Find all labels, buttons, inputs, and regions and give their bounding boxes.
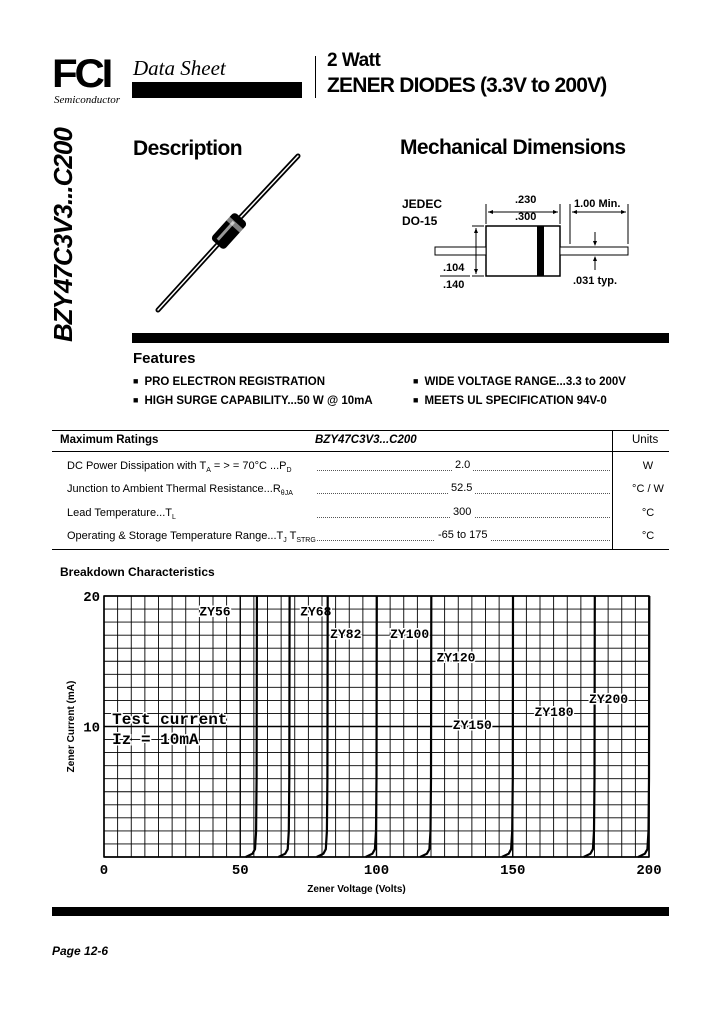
- table-bottom-rule: [52, 549, 669, 550]
- y-axis-label: Zener Current (mA): [66, 680, 77, 773]
- jedec-label: JEDEC DO-15: [402, 197, 443, 228]
- x-tick-label: 50: [231, 863, 249, 879]
- breakdown-title: Breakdown Characteristics: [60, 565, 215, 579]
- feature-item: ■ MEETS UL SPECIFICATION 94V-0: [413, 395, 607, 407]
- row-value: 2.0: [452, 459, 473, 471]
- lead-dia: .031 typ.: [573, 275, 618, 287]
- body-dia-min: .104: [443, 262, 465, 274]
- page-number: Page 12-6: [52, 944, 109, 958]
- header-units: Units: [632, 434, 659, 446]
- table-row: [52, 503, 669, 525]
- ratings-header: [52, 430, 669, 452]
- feature-item: ■ PRO ELECTRON REGISTRATION: [133, 376, 325, 388]
- x-tick-label: 200: [636, 863, 662, 879]
- row-label: Junction to Ambient Thermal $Resistance...R_{\theta JA}$: [67, 483, 293, 498]
- title-line2: ZENER DIODES (3.3V to 200V): [327, 74, 607, 97]
- row-label: Operating & Storage Temperature $Range...T_J$ $T_{STRG}$: [67, 530, 316, 545]
- x-tick-label: 150: [500, 863, 526, 879]
- x-tick-label: 0: [99, 863, 109, 879]
- footer-rule: [52, 907, 669, 916]
- lead-left: [435, 247, 486, 255]
- logo-text: FCI: [52, 52, 111, 96]
- feature-item: ■ HIGH SURGE CAPABILITY...50 W @ 10mA: [133, 395, 373, 407]
- logo-subtitle: Semiconductor: [54, 94, 120, 106]
- mechanical-drawing: [430, 190, 670, 300]
- row-value: 300: [450, 506, 474, 518]
- doc-type: Data Sheet: [133, 56, 226, 80]
- table-row: [52, 479, 669, 501]
- part-number-vertical: BZY47C3V3...C200: [48, 128, 78, 342]
- x-axis-label: Zener Voltage (Volts): [307, 884, 406, 895]
- diode-illustration: [150, 150, 310, 320]
- row-unit: °C: [641, 507, 655, 519]
- package-body: [486, 226, 560, 276]
- test-current-annotation: Test current: [112, 710, 228, 729]
- header-part: BZY47C3V3...C200: [315, 434, 417, 446]
- mechanical-title: Mechanical Dimensions: [400, 136, 626, 159]
- features-title: Features: [133, 350, 196, 367]
- y-tick-label: 10: [83, 720, 100, 737]
- series-label: ZY150: [452, 718, 492, 734]
- series-label: ZY180: [534, 705, 574, 721]
- header-bar: [132, 82, 302, 98]
- row-value: -65 to 175: [435, 529, 491, 541]
- cathode-band: [537, 226, 544, 276]
- feature-item: ■ WIDE VOLTAGE RANGE...3.3 to 200V: [413, 376, 626, 388]
- series-label: ZY200: [589, 692, 629, 708]
- series-label: ZY82: [330, 626, 362, 642]
- lead-right: [560, 247, 628, 255]
- title-line1: 2 Watt: [327, 50, 381, 71]
- x-tick-label: 100: [363, 863, 390, 879]
- test-current-annotation: Iz = 10mA: [112, 730, 199, 749]
- row-unit: W: [642, 460, 654, 472]
- row-value: 52.5: [448, 482, 475, 494]
- body-length-max: .300: [515, 211, 537, 223]
- body-dia-max: .140: [443, 279, 465, 291]
- header-param: Maximum Ratings: [60, 434, 159, 446]
- table-row: [52, 456, 669, 478]
- description-title: Description: [133, 137, 242, 160]
- series-label: ZY56: [199, 604, 231, 620]
- series-label: ZY68: [300, 604, 332, 620]
- table-row: [52, 526, 669, 548]
- body-length-min: .230: [515, 194, 537, 206]
- breakdown-chart: [40, 585, 680, 895]
- series-label: ZY100: [390, 626, 430, 642]
- row-unit: °C: [641, 530, 655, 542]
- section-rule: [132, 333, 669, 343]
- row-label: DC Power Dissipation with $T_A$ = > = 70°C $...P_D$: [67, 460, 292, 475]
- company-logo: [52, 54, 124, 104]
- row-unit: °C / W: [632, 483, 664, 495]
- lead-length: 1.00 Min.: [574, 198, 621, 210]
- series-label: ZY120: [436, 650, 476, 666]
- header-divider: [315, 56, 316, 98]
- y-tick-label: 20: [83, 590, 100, 606]
- row-label: Lead $Temperature...T_L$: [67, 507, 176, 522]
